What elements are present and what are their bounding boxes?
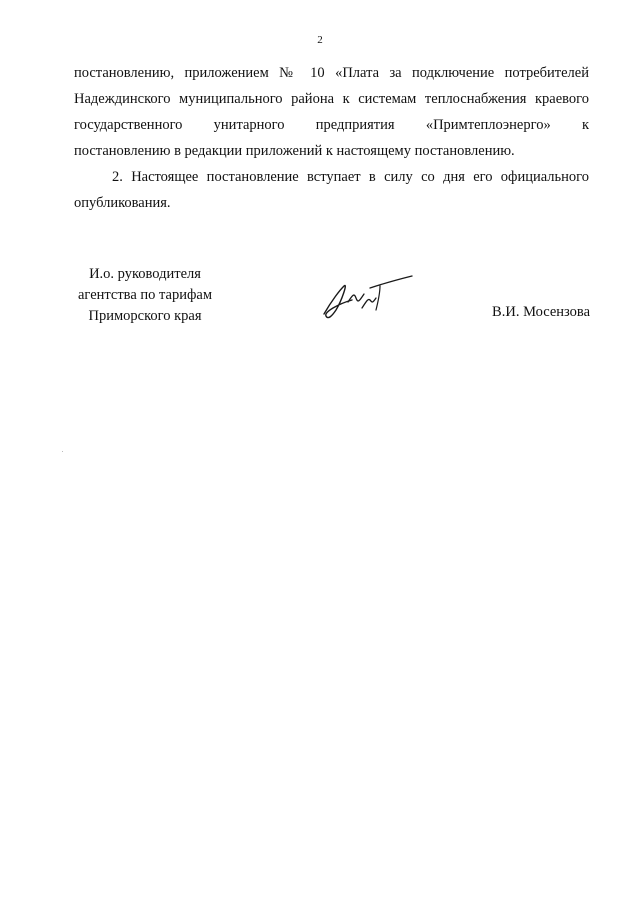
signatory-position (60, 264, 230, 327)
position-line: И.о. руководителя (89, 266, 201, 282)
scan-speck (62, 451, 63, 452)
page-number: 2 (317, 34, 323, 46)
text-line: государственного унитарного предприятия «Примтеплоэнерго» к (74, 117, 589, 133)
text-line: постановлению в редакции приложений к настоящему постановлению. (74, 143, 515, 159)
text-line: постановлению, приложением № 10 «Плата за подключение потребителей (74, 65, 589, 81)
document-body (74, 60, 589, 216)
text-line: 2. Настоящее постановление вступает в силу со дня его официального (112, 169, 589, 185)
position-line: Приморского края (88, 308, 202, 324)
text-line: опубликования. (74, 195, 171, 211)
position-line: агентства по тарифам (78, 287, 212, 303)
text-line: Надеждинского муниципального района к системам теплоснабжения краевого (74, 91, 589, 107)
paragraph-2 (74, 164, 589, 216)
signatory-name: В.И. Мосензова (492, 304, 590, 320)
paragraph-1 (74, 60, 589, 164)
handwritten-signature (318, 270, 418, 322)
